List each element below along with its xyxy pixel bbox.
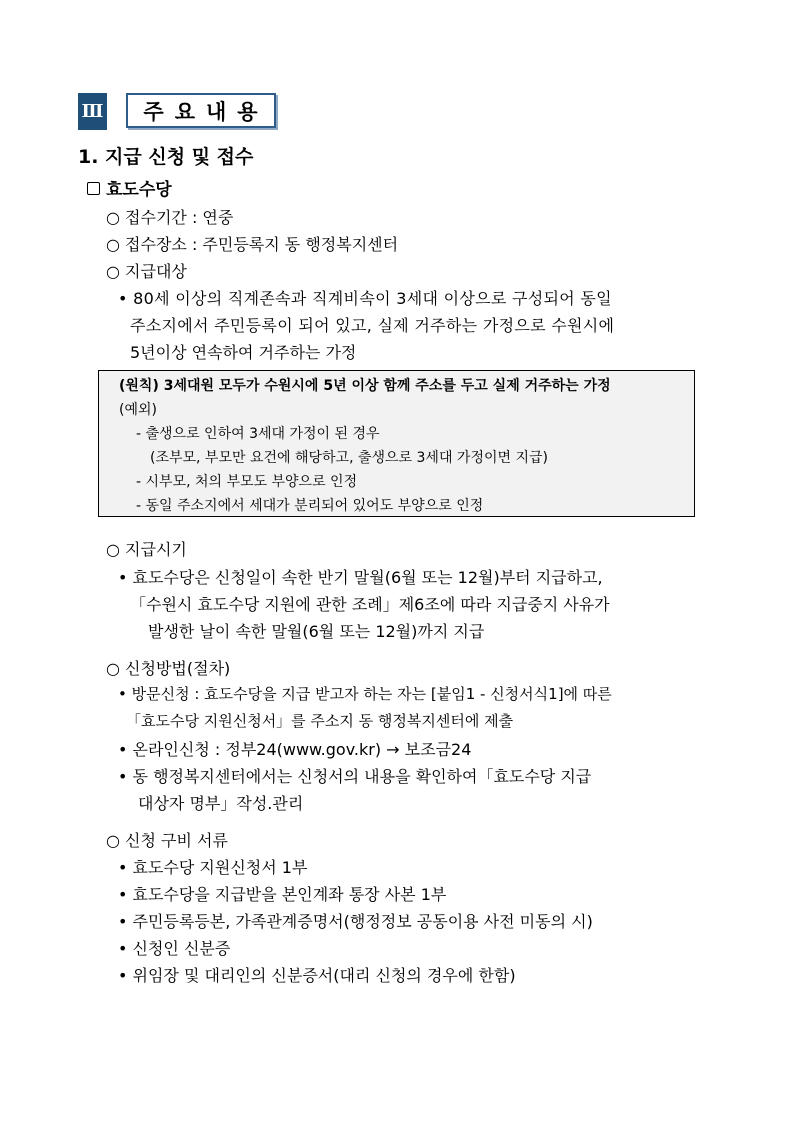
- section-number-badge: Ⅲ: [78, 93, 107, 130]
- note-line: - 시부모, 처의 부모도 부양으로 인정: [136, 474, 358, 490]
- target-line: • 80세 이상의 직계존속과 직계비속이 3세대 이상으로 구성되어 동일: [118, 289, 612, 308]
- target-label: ○ 지급대상: [106, 262, 187, 281]
- document-item: • 위임장 및 대리인의 신분증서(대리 신청의 경우에 한함): [118, 966, 516, 985]
- note-exception-label: (예외): [119, 402, 157, 418]
- method-label: ○ 신청방법(절차): [106, 659, 231, 678]
- payment-time-line: 「수원시 효도수당 지원에 관한 조례」제6조에 따라 지급중지 사유가: [130, 595, 610, 614]
- method-line: • 온라인신청 : 정부24(www.gov.kr) → 보조금24: [118, 740, 472, 759]
- target-line: 5년이상 연속하여 거주하는 가정: [130, 343, 357, 362]
- note-principle: (원칙) 3세대원 모두가 수원시에 5년 이상 함께 주소를 두고 실제 거주하는 가정: [119, 378, 611, 394]
- heading-hyodo-label: 효도수당: [106, 180, 172, 200]
- section-title: 주요내용: [126, 93, 276, 128]
- method-line: • 동 행정복지센터에서는 신청서의 내용을 확인하여「효도수당 지급: [118, 767, 592, 786]
- reception-place: ○ 접수장소 : 주민등록지 동 행정복지센터: [106, 235, 399, 254]
- payment-time-line: 발생한 날이 속한 말월(6월 또는 12월)까지 지급: [148, 622, 485, 641]
- heading-application: 1. 지급 신청 및 접수: [78, 146, 254, 168]
- method-line: 대상자 명부」작성.관리: [138, 794, 304, 813]
- method-line: 「효도수당 지원신청서」를 주소지 동 행정복지센터에 제출: [126, 712, 514, 730]
- target-line: 주소지에서 주민등록이 되어 있고, 실제 거주하는 가정으로 수원시에: [130, 316, 615, 335]
- note-line: (조부모, 부모만 요건에 해당하고, 출생으로 3세대 가정이면 지급): [150, 450, 548, 466]
- heading-hyodo-allowance: [87, 175, 172, 200]
- document-item: • 신청인 신분증: [118, 939, 231, 958]
- document-item: • 효도수당을 지급받을 본인계좌 통장 사본 1부: [118, 885, 447, 904]
- reception-period: ○ 접수기간 : 연중: [106, 208, 234, 227]
- document-item: • 효도수당 지원신청서 1부: [118, 858, 308, 877]
- payment-time-label: ○ 지급시기: [106, 540, 187, 559]
- note-line: - 동일 주소지에서 세대가 분리되어 있어도 부양으로 인정: [136, 498, 484, 514]
- method-line: • 방문신청 : 효도수당을 지급 받고자 하는 자는 [붙임1 - 신청서식1]에 따른: [118, 685, 612, 703]
- note-line: - 출생으로 인하여 3세대 가정이 된 경우: [136, 426, 380, 442]
- payment-time-line: • 효도수당은 신청일이 속한 반기 말월(6월 또는 12월)부터 지급하고,: [118, 568, 603, 587]
- document-item: • 주민등록등본, 가족관계증명서(행정정보 공동이용 사전 미동의 시): [118, 912, 593, 931]
- square-bullet-icon: [87, 182, 100, 195]
- documents-label: ○ 신청 구비 서류: [106, 831, 228, 850]
